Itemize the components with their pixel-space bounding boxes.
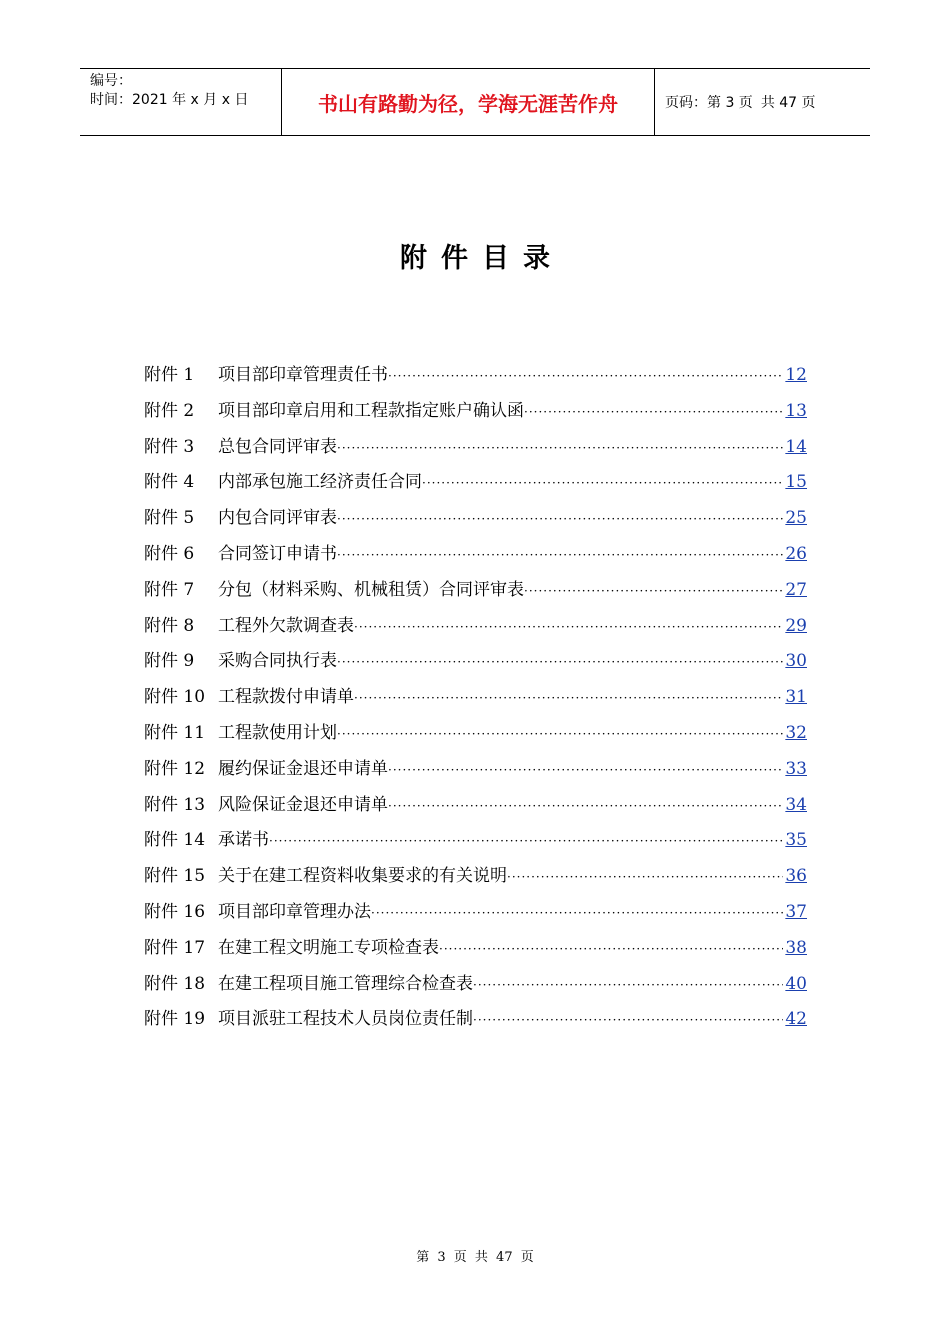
toc-entry-label: 附件 7 — [144, 579, 195, 600]
toc-entry-label: 附件 15 — [144, 866, 206, 887]
toc-entry — [144, 895, 807, 931]
toc-entry-label: 附件 3 — [144, 436, 195, 457]
page-header — [80, 68, 870, 136]
toc-entry-label: 附件 12 — [144, 758, 206, 779]
toc-dot-leader — [269, 824, 783, 860]
toc-entry-title: 采购合同执行表 — [218, 651, 337, 672]
toc-page-link[interactable]: 27 — [785, 579, 807, 600]
toc-dot-leader — [524, 395, 783, 431]
header-time: 时间：2021 年 x 月 x 日 — [90, 92, 249, 108]
toc-page-link[interactable]: 12 — [785, 365, 807, 385]
toc-entry — [144, 752, 807, 788]
toc-entry-title: 履约保证金退还申请单 — [218, 758, 388, 779]
toc-entry-label: 附件 5 — [144, 508, 195, 529]
toc-page-link[interactable]: 32 — [785, 722, 807, 743]
toc-entry — [144, 680, 807, 716]
toc-dot-leader — [439, 932, 783, 968]
toc-entry-label: 附件 13 — [144, 794, 206, 815]
toc-dot-leader — [507, 860, 783, 896]
toc-entry-title: 承诺书 — [218, 830, 269, 851]
toc-dot-leader — [473, 1003, 783, 1039]
header-motto: 书山有路勤为径，学海无涯苦作舟 — [282, 69, 655, 135]
header-page-number: 页码：第 3 页 — [665, 95, 753, 111]
toc-entry — [144, 394, 807, 430]
header-meta — [80, 69, 282, 135]
toc-entry-title: 内包合同评审表 — [218, 508, 337, 529]
toc-entry — [144, 430, 807, 466]
toc-dot-leader — [337, 717, 783, 753]
toc-page-link[interactable]: 26 — [785, 543, 807, 564]
toc-page-link[interactable]: 13 — [785, 400, 807, 421]
toc-entry — [144, 573, 807, 609]
toc-entry-title: 在建工程项目施工管理综合检查表 — [218, 973, 473, 994]
toc-page-link[interactable]: 29 — [785, 615, 807, 636]
page-title: 附件目录 — [400, 243, 564, 274]
toc-dot-leader — [337, 502, 783, 538]
toc-entry-title: 工程款拨付申请单 — [218, 687, 354, 708]
toc-entry — [144, 501, 807, 537]
toc-page-link[interactable]: 36 — [785, 866, 807, 887]
toc-entry — [144, 465, 807, 501]
toc-page-link[interactable]: 35 — [785, 830, 807, 851]
toc-entry-label: 附件 1 — [144, 365, 195, 385]
toc-dot-leader — [337, 538, 783, 574]
toc-dot-leader — [473, 968, 783, 1004]
toc-page-link[interactable]: 42 — [785, 1009, 807, 1030]
toc-entry-label: 附件 2 — [144, 400, 195, 421]
header-total-pages: 共 47 页 — [760, 95, 816, 111]
toc-entry-label: 附件 11 — [144, 722, 206, 743]
toc-entry-title: 项目部印章管理办法 — [218, 901, 371, 922]
toc-entry — [144, 859, 807, 895]
toc-entry-label: 附件 10 — [144, 687, 206, 708]
toc-dot-leader — [388, 753, 783, 789]
toc-entry — [144, 823, 807, 859]
toc-entry-title: 在建工程文明施工专项检查表 — [218, 937, 439, 958]
toc-entry-label: 附件 19 — [144, 1009, 206, 1030]
toc-entry — [144, 967, 807, 1003]
toc-entry — [144, 644, 807, 680]
toc-dot-leader — [354, 610, 783, 646]
toc-entry-title: 总包合同评审表 — [218, 436, 337, 457]
toc-entry-title: 项目部印章启用和工程款指定账户确认函 — [218, 400, 524, 421]
toc-entry-title: 项目派驻工程技术人员岗位责任制 — [218, 1009, 473, 1030]
toc-entry-label: 附件 18 — [144, 973, 206, 994]
toc-dot-leader — [388, 359, 783, 395]
toc-page-link[interactable]: 38 — [785, 937, 807, 958]
toc-entry-label: 附件 9 — [144, 651, 195, 672]
header-page-info — [655, 69, 870, 135]
toc-page-link[interactable]: 15 — [785, 472, 807, 493]
toc-entry — [144, 1002, 807, 1038]
toc-entry-title: 合同签订申请书 — [218, 543, 337, 564]
toc-dot-leader — [422, 466, 783, 502]
toc-entry — [144, 716, 807, 752]
toc-entry — [144, 931, 807, 967]
toc-dot-leader — [337, 431, 783, 467]
toc-entry — [144, 537, 807, 573]
toc-entry — [144, 358, 807, 394]
toc-page-link[interactable]: 25 — [785, 508, 807, 529]
toc-dot-leader — [337, 645, 783, 681]
toc-entry-label: 附件 4 — [144, 472, 195, 493]
toc-entry-title: 分包（材料采购、机械租赁）合同评审表 — [218, 579, 524, 600]
toc-dot-leader — [388, 789, 783, 825]
toc-page-link[interactable]: 40 — [785, 973, 807, 994]
toc-entry-label: 附件 14 — [144, 830, 206, 851]
toc-dot-leader — [524, 574, 783, 610]
toc-page-link[interactable]: 31 — [785, 687, 807, 708]
toc-entry-title: 关于在建工程资料收集要求的有关说明 — [218, 866, 507, 887]
toc-dot-leader — [371, 896, 783, 932]
toc-page-link[interactable]: 37 — [785, 901, 807, 922]
page-footer: 第 3 页 共 47 页 — [416, 1250, 534, 1265]
toc-entry-label: 附件 8 — [144, 615, 195, 636]
toc-entry-label: 附件 17 — [144, 937, 206, 958]
toc-entry-title: 工程外欠款调查表 — [218, 615, 354, 636]
toc-page-link[interactable]: 30 — [785, 651, 807, 672]
toc-entry-title: 风险保证金退还申请单 — [218, 794, 388, 815]
toc-dot-leader — [354, 681, 783, 717]
toc-entry-title: 内部承包施工经济责任合同 — [218, 472, 422, 493]
toc-entry-label: 附件 16 — [144, 901, 206, 922]
toc-entry-title: 工程款使用计划 — [218, 722, 337, 743]
toc-entry-title: 项目部印章管理责任书 — [218, 365, 388, 385]
toc-entry — [144, 609, 807, 645]
toc-page-link[interactable]: 14 — [785, 436, 807, 457]
toc-entry — [144, 788, 807, 824]
header-number: 编号： — [90, 73, 132, 89]
toc-page-link[interactable]: 34 — [785, 794, 807, 815]
table-of-contents — [144, 358, 807, 1038]
toc-page-link[interactable]: 33 — [785, 758, 807, 779]
toc-entry-label: 附件 6 — [144, 543, 195, 564]
